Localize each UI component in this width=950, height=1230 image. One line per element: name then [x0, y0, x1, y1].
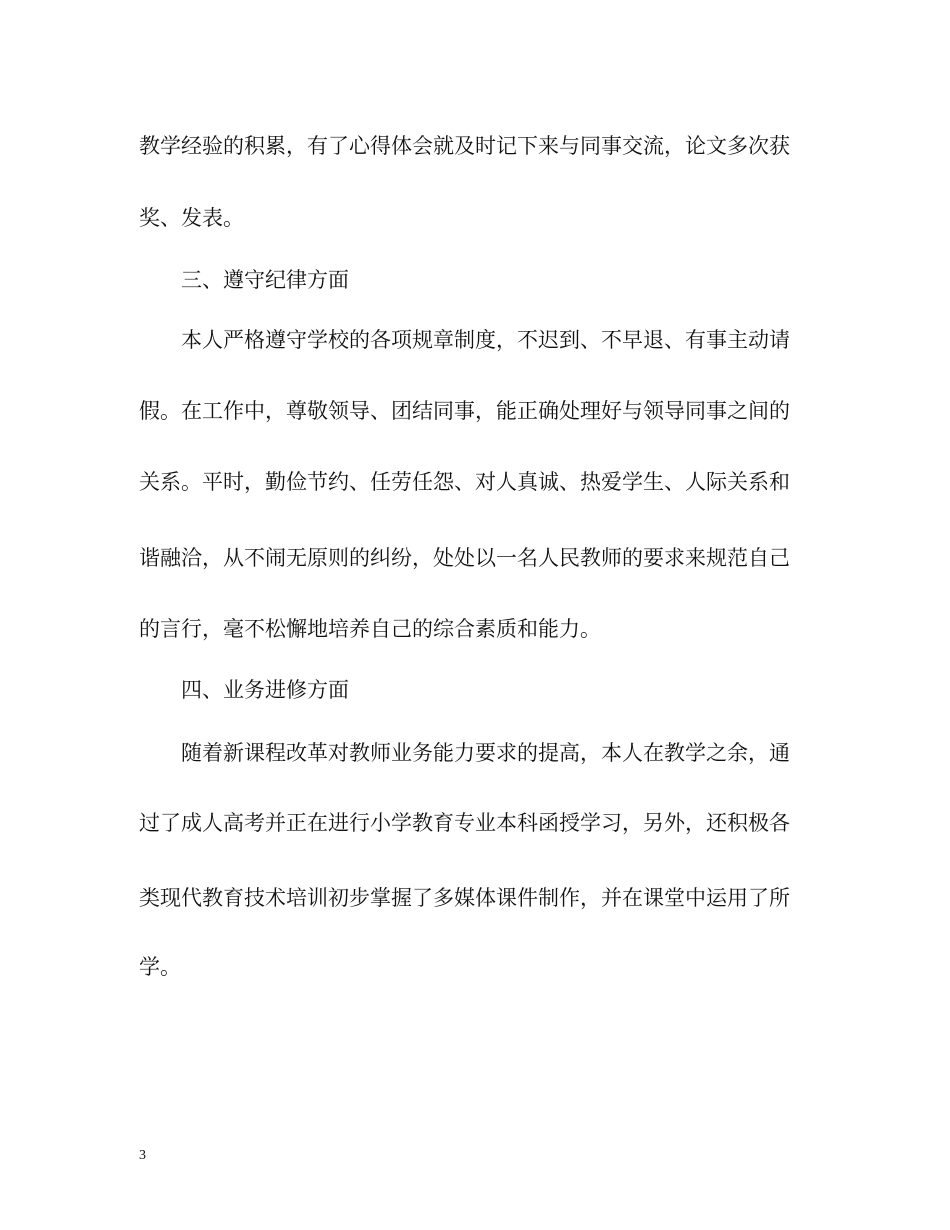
- paragraph-line: 奖、发表。: [139, 206, 244, 230]
- paragraph-line: 教学经验的积累，有了心得体会就及时记下来与同事交流，论文多次获: [139, 134, 790, 158]
- paragraph-line: 过了成人高考并正在进行小学教育专业本科函授学习，另外，还积极各: [139, 811, 790, 835]
- page-number: 3: [139, 1148, 146, 1163]
- section-heading-professional-development: 四、业务进修方面: [181, 678, 349, 702]
- paragraph-line: 随着新课程改革对教师业务能力要求的提高，本人在教学之余，通: [181, 741, 790, 765]
- paragraph-line: 类现代教育技术培训初步掌握了多媒体课件制作，并在课堂中运用了所: [139, 886, 790, 910]
- paragraph-line: 假。在工作中，尊敬领导、团结同事，能正确处理好与领导同事之间的: [139, 399, 790, 423]
- paragraph-line: 谐融洽，从不闹无原则的纠纷，处处以一名人民教师的要求来规范自己: [139, 546, 790, 570]
- section-heading-discipline: 三、遵守纪律方面: [181, 268, 349, 292]
- paragraph-line: 关系。平时，勤俭节约、任劳任怨、对人真诚、热爱学生、人际关系和: [139, 470, 790, 494]
- paragraph-line: 本人严格遵守学校的各项规章制度，不迟到、不早退、有事主动请: [181, 328, 790, 352]
- paragraph-line: 的言行，毫不松懈地培养自己的综合素质和能力。: [139, 617, 601, 641]
- paragraph-line: 学。: [139, 955, 181, 979]
